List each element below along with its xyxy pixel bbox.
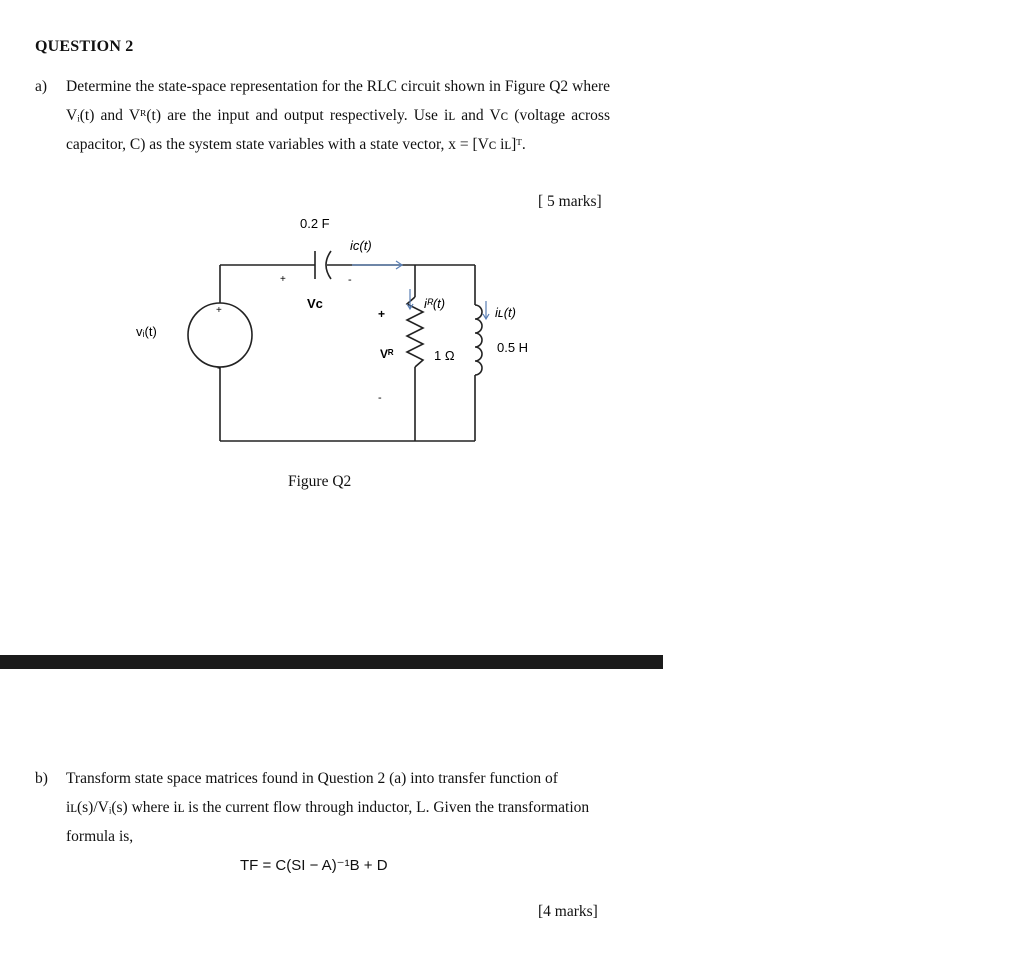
- question-heading: QUESTION 2: [35, 38, 134, 55]
- vr-label: Vᴿ: [380, 347, 394, 361]
- capacitor-value: 0.2 F: [300, 216, 330, 231]
- part-a-label: a): [35, 78, 48, 95]
- divider-bar: [0, 655, 663, 669]
- part-b-text: Transform state space matrices found in Question 2 (a) into transfer function of iʟ(s)/Vᵢ(s) where iʟ is the current flow through inductor, L. Given the transformation formula is,: [66, 770, 590, 845]
- inductor-coil: [475, 305, 482, 375]
- part-b-marks: [4 marks]: [538, 903, 598, 920]
- part-a-text: Determine the state-space representation for the RLC circuit shown in Figure Q2 where Vᵢ(t) and Vᴿ(t) are the input and output respectively. Use iʟ and Vᴄ (voltage across capacitor, C) as the system state variables with a state vector, x = [Vᴄ iʟ]ᵀ.: [66, 78, 610, 153]
- inductor-value: 0.5 H: [497, 340, 529, 355]
- rlc-circuit-diagram: [120, 205, 560, 455]
- vr-minus: -: [378, 392, 382, 404]
- figure-caption: Figure Q2: [288, 473, 352, 490]
- source-plus: +: [216, 305, 222, 316]
- transfer-function-formula: TF = C(SI − A)⁻¹B + D: [240, 857, 388, 874]
- source-minus: -: [217, 362, 221, 374]
- ir-label: iᴿ(t): [424, 296, 446, 311]
- resistor-value: 1 Ω: [434, 348, 455, 363]
- part-b-label: b): [35, 770, 48, 787]
- vc-label: Vᴄ: [307, 296, 323, 311]
- source-label: vᵢ(t): [136, 324, 157, 339]
- ic-label: iᴄ(t): [350, 238, 372, 253]
- il-label: iʟ(t): [495, 305, 516, 320]
- vr-plus: +: [378, 307, 386, 321]
- capacitor-minus: -: [348, 274, 352, 286]
- part-a-marks: [ 5 marks]: [538, 193, 602, 210]
- capacitor-plus: +: [280, 274, 286, 285]
